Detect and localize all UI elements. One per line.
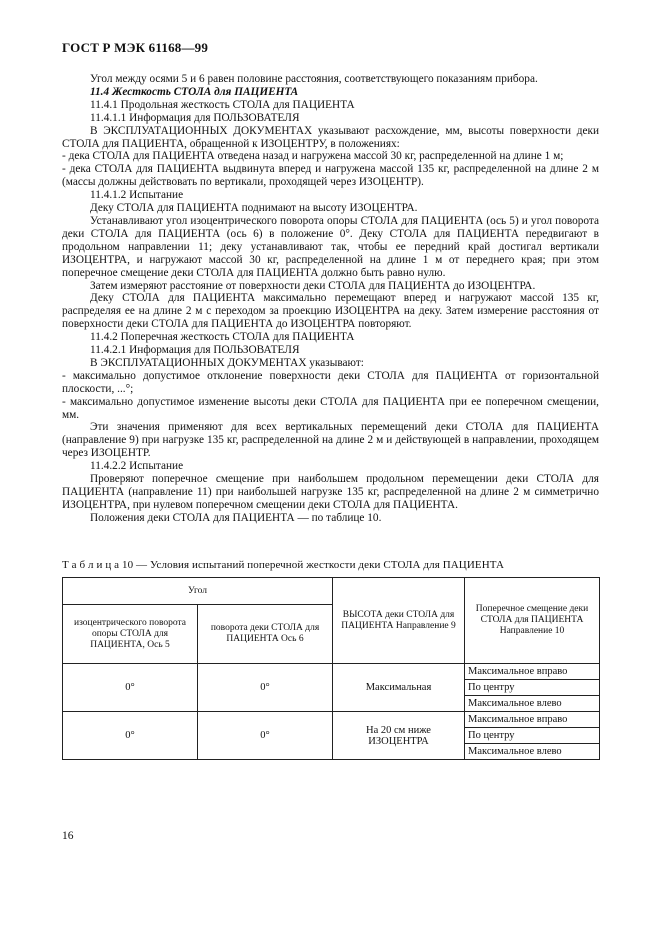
page-number: 16 bbox=[62, 830, 74, 842]
table-caption: Т а б л и ц а 10 — Условия испытаний поперечной жесткости деки СТОЛА для ПАЦИЕНТА bbox=[62, 559, 505, 571]
list-item: - максимально допустимое отклонение поверхности деки СТОЛА для ПАЦИЕНТА от горизонтальной плоскости, ...°; bbox=[62, 369, 599, 395]
paragraph: Эти значения применяют для всех вертикальных перемещений деки СТОЛА для ПАЦИЕНТА (направление 9) при нагрузке 135 кг, распределенной на длине 2 м и действующей в направлении, проходящем через ИЗОЦЕНТР. bbox=[62, 421, 599, 460]
table-row bbox=[63, 664, 600, 680]
table-row bbox=[63, 712, 600, 728]
paragraph: В ЭКСПЛУАТАЦИОННЫХ ДОКУМЕНТАХ указывают: bbox=[90, 356, 364, 369]
list-item: - дека СТОЛА для ПАЦИЕНТА выдвинута вперед и нагружена массой 135 кг, распределенной на длине 2 м (массы должны действовать по вертикали, проходящей через ИЗОЦЕНТР). bbox=[62, 163, 599, 189]
paragraph: Проверяют поперечное смещение при наибольшем продольном перемещении деки СТОЛА для ПАЦИЕНТА (направление 11) при наибольшей нагрузке 135 кг, распределенной на длине 2 м симметрично ИЗОЦЕНТРА, при нулевом поперечном смещении деки СТОЛА для ПАЦИЕНТА. bbox=[62, 473, 599, 511]
paragraph: В ЭКСПЛУАТАЦИОННЫХ ДОКУМЕНТАХ указывают расхождение, мм, высоты поверхности деки СТОЛА для ПАЦИЕНТА, обращенной к ИЗОЦЕНТРУ, в положениях: bbox=[62, 124, 599, 150]
cell-shift: Максимальное влево bbox=[465, 744, 600, 760]
header-axis5: изоцентрического поворота опоры СТОЛА для ПАЦИЕНТА, Ось 5 bbox=[63, 605, 198, 664]
paragraph: Деку СТОЛА для ПАЦИЕНТА максимально перемещают вперед и нагружают массой 135 кг, распределяя ее на длине 2 м с переходом за проекцию ИЗОЦЕНТРА на деку. Затем измерение расстояния от поверхности деки СТОЛА для ПАЦИЕНТА до ИЗОЦЕНТРА повторяют. bbox=[62, 292, 599, 331]
cell-axis5: 0° bbox=[63, 664, 198, 712]
header-axis6: поворота деки СТОЛА для ПАЦИЕНТА Ось 6 bbox=[198, 605, 333, 664]
subsection-heading: 11.4.2 Поперечная жесткость СТОЛА для ПАЦИЕНТА bbox=[90, 331, 355, 344]
cell-shift: По центру bbox=[465, 680, 600, 696]
table-header-row bbox=[63, 578, 600, 605]
paragraph: Деку СТОЛА для ПАЦИЕНТА поднимают на высоту ИЗОЦЕНТРА. bbox=[90, 202, 418, 215]
cell-height: На 20 см ниже ИЗОЦЕНТРА bbox=[333, 712, 465, 760]
cell-shift: По центру bbox=[465, 728, 600, 744]
paragraph: Угол между осями 5 и 6 равен половине расстояния, соответствующего показаниям прибора. bbox=[90, 73, 538, 85]
header-height: ВЫСОТА деки СТОЛА для ПАЦИЕНТА Направление 9 bbox=[333, 578, 465, 664]
cell-axis6: 0° bbox=[198, 664, 333, 712]
cell-shift: Максимальное вправо bbox=[465, 712, 600, 728]
section-heading: 11.4 Жесткость СТОЛА для ПАЦИЕНТА bbox=[90, 85, 299, 98]
list-item: - максимально допустимое изменение высоты деки СТОЛА для ПАЦИЕНТА при ее поперечном смещении, мм. bbox=[62, 395, 599, 421]
conditions-table bbox=[62, 577, 600, 760]
document-header: ГОСТ Р МЭК 61168—99 bbox=[62, 40, 209, 55]
subsection-heading: 11.4.2.2 Испытание bbox=[90, 460, 184, 473]
cell-height: Максимальная bbox=[333, 664, 465, 712]
paragraph: Затем измеряют расстояние от поверхности деки СТОЛА для ПАЦИЕНТА до ИЗОЦЕНТРА. bbox=[90, 279, 536, 292]
subsection-heading: 11.4.2.1 Информация для ПОЛЬЗОВАТЕЛЯ bbox=[90, 344, 300, 357]
header-angle: Угол bbox=[63, 578, 333, 605]
cell-axis5: 0° bbox=[63, 712, 198, 760]
list-item: - дека СТОЛА для ПАЦИЕНТА отведена назад и нагружена массой 30 кг, распределенной на длине 1 м; bbox=[62, 150, 564, 163]
subsection-heading: 11.4.1.2 Испытание bbox=[90, 189, 184, 202]
header-shift: Поперечное смещение деки СТОЛА для ПАЦИЕНТА Направление 10 bbox=[465, 578, 600, 664]
cell-shift: Максимальное влево bbox=[465, 696, 600, 712]
paragraph: Положения деки СТОЛА для ПАЦИЕНТА — по таблице 10. bbox=[90, 511, 382, 524]
cell-axis6: 0° bbox=[198, 712, 333, 760]
cell-shift: Максимальное вправо bbox=[465, 664, 600, 680]
subsection-heading: 11.4.1 Продольная жесткость СТОЛА для ПАЦИЕНТА bbox=[90, 98, 355, 111]
paragraph: Устанавливают угол изоцентрического поворота опоры СТОЛА для ПАЦИЕНТА (ось 5) и угол поворота деки СТОЛА для ПАЦИЕНТА (ось 6) в положение 0°. Деку СТОЛА для ПАЦИЕНТА передвигают в продольном направлении 11; деку устанавливают так, чтобы ее передний край достигал вертикали ИЗОЦЕНТРА, и нагружают массой 30 кг, распределенной на длине 1 м от переднего края; при этом поперечное смещение деки СТОЛА для ПАЦИЕНТА должно быть равно нулю. bbox=[62, 214, 599, 279]
subsection-heading: 11.4.1.1 Информация для ПОЛЬЗОВАТЕЛЯ bbox=[90, 111, 300, 124]
document-body bbox=[62, 73, 599, 525]
